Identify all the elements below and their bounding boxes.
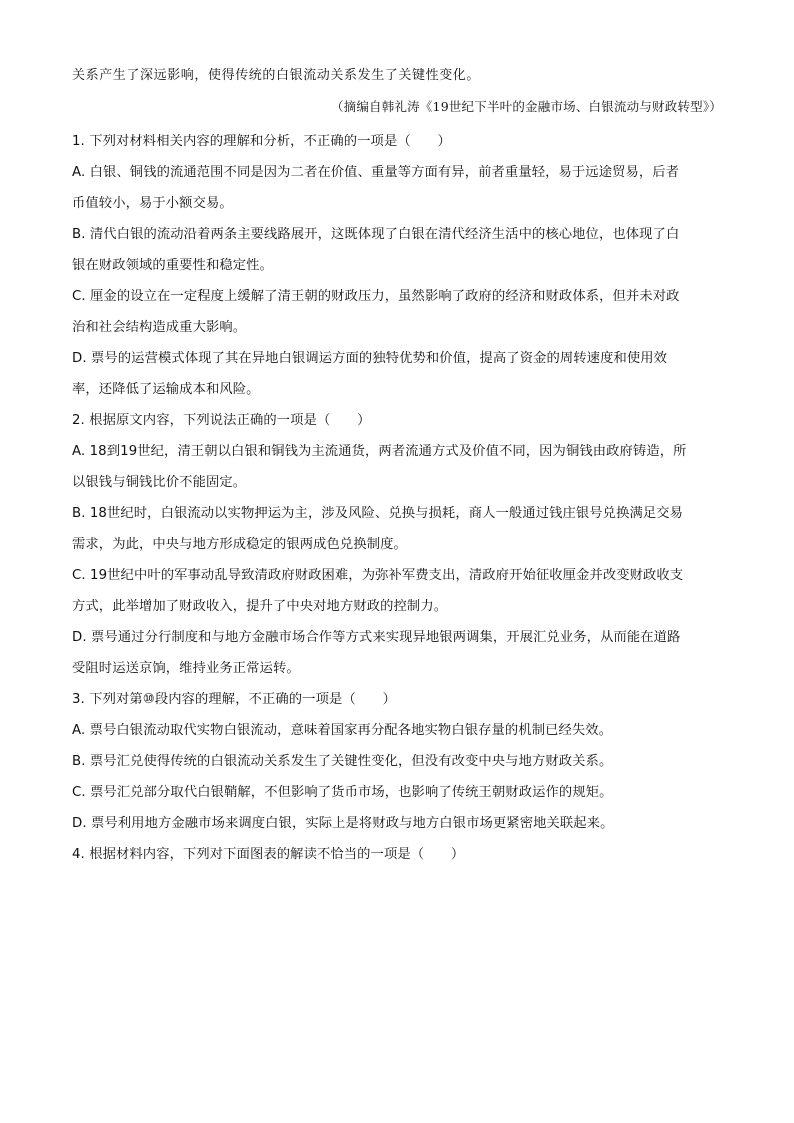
question-3-option-b	[72, 746, 722, 777]
question-2-option-b	[72, 498, 722, 560]
question-1-option-c	[72, 281, 722, 343]
option-line: 币值较小，易于小额交易。	[72, 196, 233, 211]
question-2-option-a	[72, 436, 722, 498]
option-line: A. 18到19世纪，清王朝以白银和铜钱为主流通货，两者流通方式及价值不同，因为铜钱由政府铸造，所	[72, 444, 687, 459]
question-2-option-d	[72, 622, 722, 684]
option-line: 率，还降低了运输成本和风险。	[72, 382, 260, 397]
option-line: C. 票号汇兑部分取代白银鞘解，不但影响了货币市场，也影响了传统王朝财政运作的规矩。	[72, 785, 613, 800]
question-1-option-d	[72, 343, 722, 405]
option-line: D. 票号的运营模式体现了其在异地白银调运方面的独特优势和价值，提高了资金的周转速度和使用效	[72, 351, 668, 366]
option-line: C. 厘金的设立在一定程度上缓解了清王朝的财政压力，虽然影响了政府的经济和财政体系，但并未对政	[72, 289, 680, 304]
option-line: 以银钱与铜钱比价不能固定。	[72, 475, 247, 490]
option-line: B. 18世纪时，白银流动以实物押运为主，涉及风险、兑换与损耗，商人一般通过钱庄银号兑换满足交易	[72, 506, 684, 521]
option-line: B. 清代白银的流动沿着两条主要线路展开，这既体现了白银在清代经济生活中的核心地位，也体现了白	[72, 227, 680, 242]
question-2-stem: 2. 根据原文内容，下列说法正确的一项是（ ）	[72, 413, 371, 428]
option-line: 受阻时运送京饷，维持业务正常运转。	[72, 661, 300, 676]
question-3-stem: 3. 下列对第⑩段内容的理解，不正确的一项是（ ）	[72, 692, 396, 707]
option-line: A. 白银、铜钱的流通范围不同是因为二者在价值、重量等方面有异，前者重量轻，易于远途贸易，后者	[72, 165, 680, 180]
question-3-option-d	[72, 808, 722, 839]
option-line: 治和社会结构造成重大影响。	[72, 320, 247, 335]
option-line: 银在财政领域的重要性和稳定性。	[72, 258, 273, 273]
question-3-option-a	[72, 715, 722, 746]
option-line: D. 票号通过分行制度和与地方金融市场合作等方式来实现异地银两调集，开展汇兑业务，从而能在道路	[72, 630, 681, 645]
option-line: A. 票号白银流动取代实物白银流动，意味着国家再分配各地实物白银存量的机制已经失效。	[72, 723, 613, 738]
question-2-option-c	[72, 560, 722, 622]
question-1-option-b	[72, 219, 722, 281]
passage-citation: （摘编自韩礼涛《19世纪下半叶的金融市场、白银流动与财政转型》）	[330, 99, 722, 114]
passage-last-line: 关系产生了深远影响，使得传统的白银流动关系发生了关键性变化。	[72, 68, 481, 83]
option-line: 方式，此举增加了财政收入，提升了中央对地方财政的控制力。	[72, 599, 448, 614]
question-3-option-c	[72, 777, 722, 808]
question-1-stem: 1. 下列对材料相关内容的理解和分析，不正确的一项是（ ）	[72, 134, 451, 149]
question-4-stem: 4. 根据材料内容，下列对下面图表的解读不恰当的一项是（ ）	[72, 847, 465, 862]
option-line: C. 19世纪中叶的军事动乱导致清政府财政困难，为弥补军费支出，清政府开始征收厘金并改变财政收支	[72, 568, 684, 583]
option-line: D. 票号利用地方金融市场来调度白银，实际上是将财政与地方白银市场更紧密地关联起来。	[72, 816, 614, 831]
option-line: 需求，为此，中央与地方形成稳定的银两成色兑换制度。	[72, 537, 407, 552]
question-1-option-a	[72, 157, 722, 219]
option-line: B. 票号汇兑使得传统的白银流动关系发生了关键性变化，但没有改变中央与地方财政关系。	[72, 754, 613, 769]
